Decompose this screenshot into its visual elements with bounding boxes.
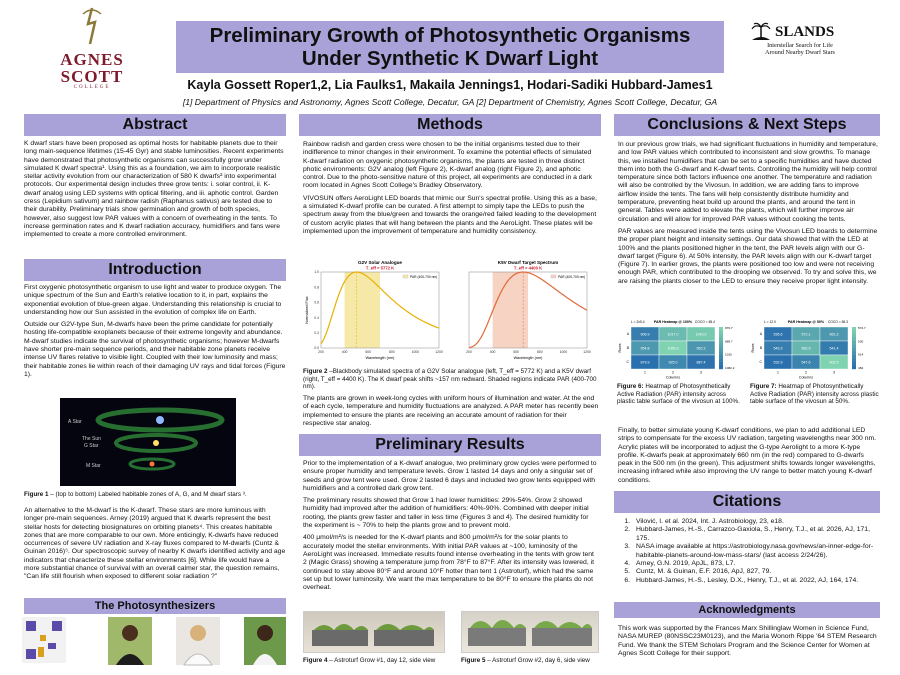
- scale-bar-segment: [852, 327, 856, 331]
- conclusions-heading: Conclusions & Next Steps: [614, 114, 880, 136]
- scale-bar-segment: [719, 334, 723, 338]
- scale-tick-label: 484: [858, 366, 864, 370]
- heatmap-title: PAR Heatmap @ 50%: [787, 320, 825, 324]
- citation-number: 6.: [624, 576, 630, 584]
- heatmap-col-label: 2: [672, 370, 674, 375]
- par-heatmap-100: [617, 317, 749, 379]
- y-tick-label: 0.8: [314, 285, 319, 290]
- heatmap-col-label: 1: [644, 370, 646, 375]
- x-axis-label: Wavelength (nm): [365, 356, 395, 360]
- figure-2-spectra: [303, 258, 599, 366]
- citation-number: 4.: [624, 560, 630, 568]
- m-star-label: M Star: [86, 463, 101, 469]
- scale-tick-label: 870.7: [725, 326, 733, 330]
- conclusions-paragraph-3: Finally, to better simulate young K-dwarf conditions, we plan to add additional LED strips to compensate for the excess UV radiation, targeting wavelengths near 300 nm. Acrylic plates will be incorporated to adjust the G-type Aerolight to a more K-type profile. K-dwarfs peak at approximately 660 nm (in the red) compared to G-dwarfs peak in the 500 nm (in the green). This adjustment shifts towards longer wavelengths, increasing infrared while also improving the UV range to better match young K-dwarf conditions.: [618, 427, 877, 484]
- results-paragraph-1: Prior to the implementation of a K-dwarf analogue, two preliminary grow cycles were performed to ensure proper humidity and temperature levels. Grow 1 lasted 14 days and only a singular set of seeds and grow tent were used. Grow 2 lasted 6 days and included two grow tents equipped with humidifiers and a controlled dark grow tent.: [303, 460, 597, 492]
- conclusions-paragraph-1: In our previous grow trials, we had significant fluctuations in humidity and temperature, and low PAR values which contributed to inconsistent and slow growths. To manage this, we installed humidifiers that can be set to a specific humidities and have ducted them into both the G-dwarf and K-dwarf tents. Controlling the humidity will help control temperature since both factors influence one another. The temperature and radiation will also be controlled by the Vivosun. In addition, we are adding fans to improve airflow inside the tents. The fans will help consistently distribute humidity and temperature, preventing heat build up around the plants, and around the tent in general. Tables were added to elevate the plants, which will further improve air circulation and will allow for improved PAR values without cooking the tents.: [618, 141, 878, 223]
- heatmap-col-label: 2: [805, 370, 807, 375]
- heatmap-cell-value: 572.1: [801, 332, 811, 337]
- methods-text: [303, 141, 599, 240]
- heatmap-title: PAR Heatmap @ 100%: [653, 320, 693, 324]
- methods-paragraph-3: The plants are grown in week-long cycles with uniform hours of illumination and water. At the end of each cycle, temperature and humidity fluctuations are analyzed. A PAR meter has recently been implemented to ensure the plants are receiving an accurate amount of radiation for their respective star analog.: [303, 395, 599, 427]
- citation-item: [618, 568, 878, 576]
- heatmap-x-label: Columns: [798, 375, 814, 379]
- y-tick-label: 1.0: [314, 270, 319, 275]
- legend-label: PAR (400-700 nm): [558, 275, 586, 279]
- citation-number: 3.: [624, 543, 630, 551]
- heatmap-left-label: L = 12.0: [764, 320, 776, 324]
- abstract-heading: Abstract: [24, 114, 286, 136]
- legend-swatch: [403, 275, 408, 278]
- heatmap-cell-value: 952.2: [696, 346, 706, 351]
- citations-list: [618, 518, 878, 585]
- introduction-text: [24, 284, 286, 383]
- x-tick-label: 800: [536, 350, 543, 354]
- chart-title: G2V Solar Analogue: [358, 260, 402, 265]
- methods-paragraph-1: Rainbow radish and garden cress were chosen to be the initial organisms tested due to their indifference to minor changes in their environment. To examine the potential effects of simulated K-dwarf radiation on oxygenic photosynthetic organisms, the plants are tested in three distinct photic environments: G2V analog (left Figure 2), K-dwarf analog (right Figure 2), and aphotic control. Due to the photo-sensitive nature of this project, all experiments are conducted in a dark room located in Agnes Scott College's Bradley Observatory.: [303, 141, 593, 190]
- legend-label: PAR (400-700 nm): [410, 275, 438, 279]
- scale-bar-segment: [719, 338, 723, 342]
- figure-4-photo: [303, 611, 445, 653]
- x-tick-label: 400: [341, 350, 348, 354]
- photosynthesizers-photos: [18, 617, 286, 667]
- figure-7-heatmap: [750, 317, 882, 379]
- torch-icon: [71, 6, 113, 46]
- heatmap-cell-value: 561.3: [829, 332, 839, 337]
- a-star-label: A Star: [68, 419, 82, 425]
- person-photo-icon: [244, 617, 286, 665]
- x-axis-label: Wavelength (nm): [513, 356, 543, 360]
- citation-text: Arney, G.N. 2019, ApJL, 873, L7.: [636, 560, 736, 568]
- heatmap-cell-value: 543.3: [773, 346, 783, 351]
- spectra-charts: [303, 258, 599, 366]
- scale-bar-segment: [852, 348, 856, 352]
- figure-7-caption: Figure 7: Heatmap of Photosynthetically Active Radiation (PAR) intensity across plastic table surface of the vivosun at 50%.: [750, 383, 879, 405]
- chart-subtitle: T_eff = 5772 K: [365, 265, 395, 271]
- figure-5-photo: [461, 611, 599, 653]
- heatmap-col-label: 3: [833, 370, 835, 375]
- x-tick-label: 1200: [583, 350, 591, 354]
- heatmap-right-label: COCO = 65.3: [827, 320, 848, 324]
- citation-text: Vilović, I. et al. 2024, Int. J. Astrobiology, 23, e18.: [636, 518, 784, 525]
- citation-number: 5.: [624, 568, 630, 576]
- scale-tick-label: 530: [858, 339, 864, 344]
- figure-1-caption: Figure 1 – (top to bottom) Labeled habitable zones of A, G, and M dwarf stars ³.: [24, 491, 247, 498]
- par-heatmap-50: [750, 317, 882, 379]
- scale-bar-segment: [852, 352, 856, 356]
- heatmap-row-label: A: [759, 332, 762, 337]
- heatmap-cell-value: 925.0: [668, 360, 678, 365]
- abstract-text: K dwarf stars have been proposed as optimal hosts for habitable planets due to their long main-sequence lifetimes (15-45 Gyr) and stable luminosities. Recent experiments have demonstrated that photosynthetic organisms can successfully grow under simulated K dwarf spectra¹. Using this as a foundation, we aim to incorporate realistic stellar activity evolution from our characterization of 580 K dwarfs² into experimental protocols. Our experimental design includes three grow tents: i. solar control, ii. K-dwarf analog using LED systems with optical filtering, and iii. aphotic control. Garden cress (Lepidium sativum) and rainbow radish (Raphanus sativus) are tested due to their durability. Preliminary trials show germination and growth of both species, however, also suggest low PAR values with a concern of overheating in the tents. To increase germination rates and K dwarf radiation accuracy, humidifiers and fans were implemented to create a more controlled environment.: [24, 140, 284, 239]
- results-text: [303, 460, 599, 596]
- heatmap-cell-value: 1017.0: [667, 332, 679, 337]
- scale-bar-segment: [719, 359, 723, 363]
- g-star-label: G Star: [84, 443, 99, 449]
- figure-6-heatmap: [617, 317, 749, 379]
- heatmap-y-label: Rows: [618, 343, 622, 353]
- poster-title: [176, 21, 724, 73]
- scale-tick-label: 1015: [725, 352, 732, 357]
- heatmap-cell-value: 532.9: [773, 360, 783, 365]
- scale-bar-segment: [719, 345, 723, 349]
- heatmap-cell-value: 879.9: [640, 360, 650, 365]
- islands-logo: SLANDS Interstellar Search for Life Around Nearby Dwarf Stars: [750, 22, 850, 68]
- scale-bar-segment: [852, 331, 856, 335]
- y-tick-label: 0.2: [314, 331, 319, 335]
- x-tick-label: 600: [513, 350, 520, 354]
- x-tick-label: 200: [318, 350, 324, 354]
- conclusions-paragraph-2: PAR values are measured inside the tents using the Vivosun LED boards to determine the proper plant height and intensity settings. Our data showed that with the LED at 100% and the plants positioned higher in the tent, the PAR levels align with our G-dwarf target (Figure 6). At 50% intensity, the PAR levels align with our K-dwarf target (Figure 7). In earlier grows, the plants were positioned too low and were not receiving enough PAR, which contributed to the drooping we observed. To try and solve this, we are raising the plants closer to the LED to ensure they receive proper light intensity.: [618, 227, 878, 285]
- scale-bar-segment: [719, 327, 723, 331]
- methods-paragraph-2: VIVOSUN offers AeroLight LED boards that mimic our Sun's spectral profile. Using this as a base, a simulated K-dwarf profile can be curated. A first attempt to simply tape the LEDs to push the spectrum away from the blue/green and towards the orange/red failed leading to the development of custom acrylic plates that will hang between the plants and the AeroLight. These plates will be implemented upon the improvement of temperature and humidity consistency.: [303, 194, 597, 235]
- x-tick-label: 400: [489, 350, 496, 354]
- heatmap-cell-value: 954.8: [640, 346, 650, 351]
- citations-heading: Citations: [614, 491, 880, 513]
- heatmap-cell-value: 582.9: [801, 346, 811, 351]
- citation-item: [618, 543, 878, 560]
- agnes-scott-logo: AGNES SCOTT COLLEGE: [48, 6, 136, 94]
- citation-number: 2.: [624, 526, 630, 534]
- citation-text: NASA image available at https://astrobiology.nasa.gov/news/an-inner-edge-for-habitable-planets-around-low-mass-stars/ (last access 2/24/26).: [636, 543, 874, 559]
- x-tick-label: 600: [365, 350, 372, 354]
- figure-6-caption: Figure 6: Heatmap of Photosynthetically Active Radiation (PAR) intensity across plastic table surface of the vivosun at 100%.: [617, 383, 740, 405]
- intro-paragraph-2: Outside our G2V-type Sun, M-dwarfs have been the prime candidate for potentially hosting life-compatible exoplanets because of their extreme longevity and abundance. M-dwarf studies indicate the survival of photosynthetic organisms; however M-dwarfs have shorter pre-main sequence periods, and their habitable zone planets receive intense UV flares relative to visible light. Coupled with their low luminosity and mass; their habitable zones lie within reach of their damaging UV rays and tidal forces (Figure 1).: [24, 321, 286, 378]
- par-band-shade: [493, 272, 528, 348]
- intro-paragraph-1: First oxygenic photosynthetic organism to use light and water to produce oxygen. The unique spectrum of the Sun and Earth's relative location to it, in part, explains the exponential evolution of blue-green algae. Understanding this relationship is crucial to understanding how our Sun assisted in the evolution of complex life on Earth.: [24, 284, 282, 316]
- heatmap-left-label: L = 2x5.4: [631, 320, 645, 324]
- affiliations: [1] Department of Physics and Astronomy, Agnes Scott College, Decatur, GA [2] Department of Chemistry, Agnes Scott College, Decatur, GA: [182, 97, 718, 107]
- scale-tick-label: 889.7: [725, 339, 733, 344]
- x-tick-label: 800: [388, 350, 395, 354]
- scale-bar-segment: [852, 366, 856, 370]
- heatmap-y-label: Rows: [751, 343, 755, 353]
- scale-bar-segment: [719, 348, 723, 352]
- results-paragraph-3: 400 μmol/m²/s is needed for the K-dwarf plants and 800 μmol/m²/s for the solar plants to accurately model the stellar environments. With initial PAR values at ~100, luminosity of the AeroLight was increased. Immediate results found intense overheating in the tents with grow tent 2 (Magic Grass) showing a temperature jump from 78°F to 87°F. After its intensity was lowered, it continued to stay above 80°F and around 10°F hotter than tent 1 (Astroturf), which had the same set up but lower luminosity. We want the max temperature to be 80°F to ensure the plants do not overheat.: [303, 534, 595, 592]
- y-tick-label: 0.4: [314, 315, 319, 320]
- citation-text: Hubbard-James, H.-S., Lesley, D.X., Henry, T.J., et al. 2022, AJ, 164, 174.: [636, 576, 859, 584]
- heatmap-cell-value: 906.9: [640, 332, 650, 337]
- chart-subtitle: T_eff = 4400 K: [513, 265, 543, 271]
- scale-bar-segment: [852, 359, 856, 363]
- citation-item: [618, 577, 878, 585]
- scale-tick-label: 1082.2: [725, 366, 735, 370]
- conclusions-text: [618, 141, 878, 290]
- heatmap-x-label: Columns: [665, 375, 681, 379]
- scale-bar-segment: [719, 331, 723, 335]
- scale-bar-segment: [852, 362, 856, 366]
- citation-item: [618, 560, 878, 568]
- legend-swatch: [551, 275, 556, 278]
- person-photo-icon: [176, 617, 220, 665]
- heatmap-row-label: C: [626, 360, 629, 365]
- qr-code-icon: [22, 617, 66, 663]
- sun-label: The Sun: [82, 436, 101, 442]
- x-tick-label: 1000: [559, 350, 568, 354]
- heatmap-row-label: B: [759, 346, 762, 351]
- scale-bar-segment: [719, 341, 723, 345]
- heatmap-cell-value: 541.4: [829, 346, 839, 351]
- results-heading: Preliminary Results: [299, 434, 601, 456]
- figure-5-caption: Figure 5 – Astroturf Grow #2, day 6, side view: [461, 657, 590, 664]
- title-line-2: Under Synthetic K Dwarf Light: [301, 47, 599, 70]
- citation-text: Cuntz, M. & Guinan, E.F. 2016, ApJ, 827, 79.: [636, 568, 772, 576]
- photosynthesizers-heading: The Photosynthesizers: [24, 598, 286, 614]
- figure-4-caption: Figure 4 – Astroturf Grow #1, day 12, side view: [303, 657, 436, 664]
- heatmap-cell-value: 536.6: [773, 332, 783, 337]
- heatmap-cell-value: 887.4: [696, 360, 706, 365]
- scale-bar-segment: [852, 338, 856, 342]
- methods-heading: Methods: [299, 114, 601, 136]
- citation-item: [618, 526, 878, 543]
- heatmap-row-label: A: [626, 332, 629, 337]
- authors: Kayla Gossett Roper1,2, Lia Faulks1, Makaila Jennings1, Hodari-Sadiki Hubbard-James1: [187, 78, 713, 92]
- citation-item: [618, 518, 878, 526]
- y-axis-label: Normalized Flux: [305, 296, 309, 324]
- citation-text: Hubbard-James, H.-S., Carrazco-Gaxiola, S., Henry, T.J., et al. 2026, AJ, 171, 175.: [636, 526, 870, 542]
- chart-title: K5V Dwarf Target Spectrum: [497, 260, 559, 265]
- habitable-zones-figure: [60, 398, 236, 486]
- heatmap-row-label: C: [759, 360, 762, 365]
- heatmap-cell-value: 602.5: [829, 360, 839, 365]
- scale-bar-segment: [852, 345, 856, 349]
- island-icon: [750, 22, 772, 42]
- intro-paragraph-3: An alternative to the M-dwarf is the K-dwarf. These stars are more luminous with longer pre-main sequences. Arney (2019) argued that K dwarfs represent the best stellar hosts for detecting biosignatures on orbiting planets⁴. This creates habitable zones that are more comparable to our own. More enticingly, K-dwarfs have reduced occurrences of severe UV radiation and X-ray fluxes compared to M-dwarfs (Cuntz & Guinan 2016)⁵. Our spectroscopic survey of nearby K dwarfs identified activity and age indicators that characterize these stellar environments [6]. While life would have a more substantial chance of survival with an overall calmer star, the question remains, "Can life still flourish when exposed to different solar radiation ?": [24, 507, 286, 581]
- scale-bar-segment: [719, 355, 723, 359]
- scale-bar-segment: [719, 352, 723, 356]
- y-tick-label: 0.6: [314, 300, 319, 305]
- figure-2-caption: Figure 2 –Blackbody simulated spectra of a G2V Solar analogue (left, T_eff = 5772 K) and a K5V dwarf (right, T_eff = 4400 K). The K dwarf peak shifts ~157 nm redward. Shaded regions indicate PAR (400-700 nm).: [303, 368, 597, 390]
- heatmap-cell-value: 1043.0: [695, 332, 707, 337]
- heatmap-col-label: 3: [700, 370, 702, 375]
- heatmap-right-label: COCO = 65.4: [694, 320, 715, 324]
- person-photo-icon: [108, 617, 152, 665]
- heatmap-col-label: 1: [777, 370, 779, 375]
- heatmap-cell-value: 547.6: [801, 360, 811, 365]
- acknowledgments-heading: Acknowledgments: [614, 602, 880, 618]
- scale-bar-segment: [719, 362, 723, 366]
- x-tick-label: 200: [466, 350, 472, 354]
- x-tick-label: 1000: [411, 350, 420, 354]
- scale-bar-segment: [719, 366, 723, 370]
- acknowledgments-text: This work was supported by the Frances Marx Shillinglaw Women in Science Fund, NASA MUREP (80NSSC23M0123), and the Maria Wonorh Rippe '64 STEM Research Fund. We thank the STEM Scholars Program and the Science Center for Women at Agnes Scott College for their support.: [618, 625, 877, 657]
- heatmap-cell-value: 1059.3: [667, 346, 679, 351]
- introduction-heading: Introduction: [24, 259, 286, 281]
- scale-bar-segment: [852, 334, 856, 338]
- title-line-1: Preliminary Growth of Photosynthetic Organisms: [209, 24, 691, 47]
- scale-bar-segment: [852, 355, 856, 359]
- x-tick-label: 1200: [435, 350, 443, 354]
- heatmap-row-label: B: [626, 346, 629, 351]
- y-tick-label: 0.0: [314, 346, 319, 351]
- scale-tick-label: 572.7: [858, 326, 866, 330]
- results-paragraph-2: The preliminary results showed that Grow 1 had lower humidities: 29%-54%. Grow 2 showed humidity had improved after the addition of humidifiers: 40%-90%. Combined with deeper initial rooting, the plants grew faster and taller in less time (Figures 3 and 4). The desired humidity for the experiment is ~ 70% to help the plants grow and to prevent mold.: [303, 497, 589, 530]
- citation-number: 1.: [624, 518, 630, 525]
- scale-bar-segment: [852, 341, 856, 345]
- scale-tick-label: 514: [858, 352, 864, 357]
